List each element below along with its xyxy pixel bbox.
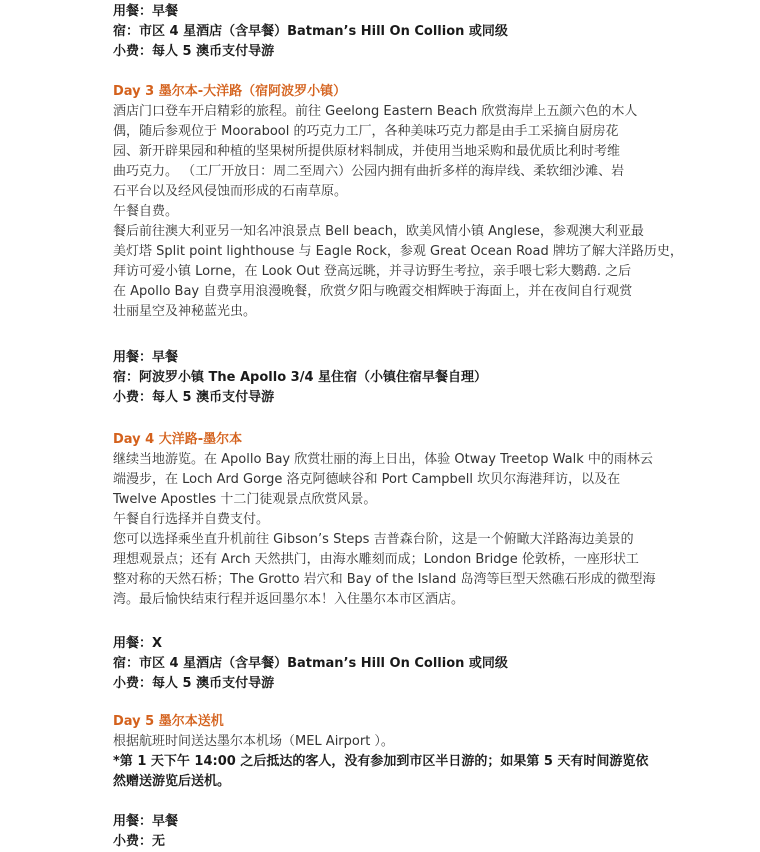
day4-title: Day 4 大洋路-墨尔本 [113,432,243,447]
day4-meals: 用餐：X [113,636,163,651]
day5-title: Day 5 墨尔本送机 [113,714,224,729]
day2-hotel: 宿：市区 4 星酒店（含早餐）Batman’s Hill On Collion 或同级 [113,24,508,39]
day4-hotel: 宿：市区 4 星酒店（含早餐）Batman’s Hill On Collion 或同级 [113,656,508,671]
text-line: 壮丽星空及神秘蓝光虫。 [113,304,257,319]
text-line: 端漫步，在 Loch Ard Gorge 洛克阿德峡谷和 Port Campbell 坎贝尔海港拜访，以及在 [113,472,621,487]
text-line: Twelve Apostles 十二门徒观景点欣赏风景。 [113,492,377,507]
text-line: 继续当地游览。在 Apollo Bay 欣赏壮丽的海上日出，体验 Otway Treetop Walk 中的雨林云 [113,452,653,467]
day2-meals: 用餐：早餐 [113,4,179,19]
day5-meals: 用餐：早餐 [113,814,179,829]
day3-meals: 用餐：早餐 [113,350,179,365]
day3-tip: 小费：每人 5 澳币支付导游 [113,390,275,405]
text-line: 餐后前往澳大利亚另一知名冲浪景点 Bell beach，欧美风情小镇 Anglese，参观澳大利亚最 [113,224,644,239]
text-line: 根据航班时间送达墨尔本机场（MEL Airport ）。 [113,734,394,749]
text-line: 曲巧克力。 （工厂开放日：周二至周六）公园内拥有曲折多样的海岸线、柔软细沙滩、岩 [113,164,625,179]
day3-paragraph-1 [113,102,760,202]
text-line: 午餐自行选择并自费支付。 [113,512,270,527]
text-line: 拜访可爱小镇 Lorne，在 Look Out 登高远眺，并寻访野生考拉，亲手喂七彩大鹦鹉. 之后 [113,264,632,279]
day4-paragraph-1 [113,450,760,510]
text-line: 偶，随后参观位于 Moorabool 的巧克力工厂，各种美味巧克力都是由手工采摘自厨房花 [113,124,619,139]
day3-lunch-note [113,202,760,222]
text-line: 理想观景点；还有 Arch 天然拱门，由海水雕刻而成；London Bridge 伦敦桥，一座形状工 [113,552,639,567]
day3-paragraph-2 [113,222,760,322]
text-line: 然赠送游览后送机。 [113,774,231,789]
text-line: *第 1 天下午 14:00 之后抵达的客人，没有参加到市区半日游的；如果第 5 天有时间游览依 [113,754,649,769]
text-line: 整对称的天然石桥；The Grotto 岩穴和 Bay of the Island 岛湾等巨型天然礁石形成的微型海 [113,572,656,587]
text-line: 您可以选择乘坐直升机前往 Gibson’s Steps 吉普森台阶，这是一个俯瞰大洋路海边美景的 [113,532,634,547]
day5-paragraph-1 [113,732,760,752]
day5-note [113,752,760,792]
text-line: 石平台以及经风侵蚀而形成的石南草原。 [113,184,348,199]
day4-lunch-note [113,510,760,530]
day3-hotel: 宿：阿波罗小镇 The Apollo 3/4 星住宿（小镇住宿早餐自理） [113,370,488,385]
day4-tip: 小费：每人 5 澳币支付导游 [113,676,275,691]
day4-paragraph-2 [113,530,760,610]
day3-title: Day 3 墨尔本-大洋路（宿阿波罗小镇） [113,84,347,99]
text-line: 酒店门口登车开启精彩的旅程。前往 Geelong Eastern Beach 欣赏海岸上五颜六色的木人 [113,104,638,119]
text-line: 午餐自费。 [113,204,179,219]
day2-tip: 小费：每人 5 澳币支付导游 [113,44,275,59]
day5-tip: 小费：无 [113,834,166,849]
text-line: 在 Apollo Bay 自费享用浪漫晚餐，欣赏夕阳与晚霞交相辉映于海面上，并在夜间自行观赏 [113,284,633,299]
text-line: 园、新开辟果园和种植的坚果树所提供原材料制成，并使用当地采购和最优质比利时考维 [113,144,621,159]
text-line: 湾。最后愉快结束行程并返回墨尔本！入住墨尔本市区酒店。 [113,592,465,607]
text-line: 美灯塔 Split point lighthouse 与 Eagle Rock，参观 Great Ocean Road 牌坊了解大洋路历史， [113,244,683,259]
